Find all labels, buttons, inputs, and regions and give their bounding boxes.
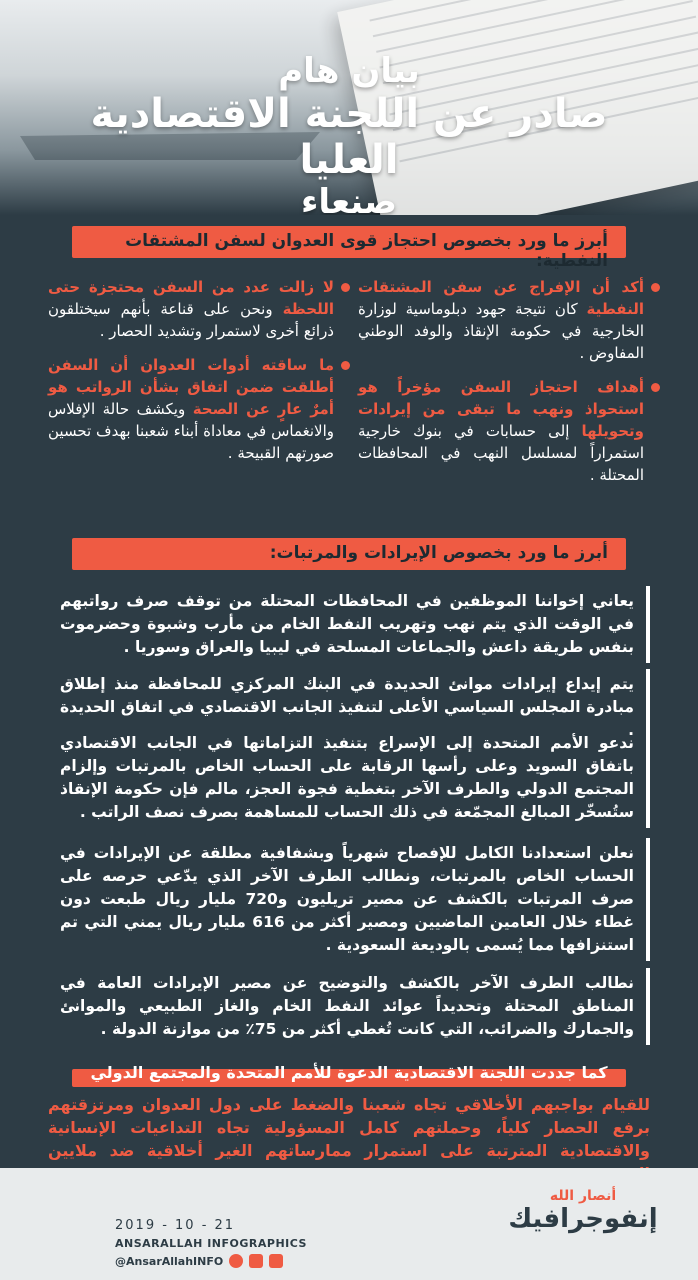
body-text: كان نتيجة جهود دبلوماسية لوزارة الخارجية في حكومة الإنقاذ والوفد الوطني المفاوض . [358, 300, 644, 362]
twitter-icon[interactable] [249, 1254, 263, 1268]
bullet-icon [341, 283, 350, 292]
list-item [358, 276, 658, 364]
title-line-3: صنعاء [300, 182, 398, 215]
body-text: ويكشف حالة الإفلاس والانغماس في معاداة أبناء شعبنا بهدف تحسين صورتهم القبيحة . [48, 400, 334, 462]
paragraph-box: يتم إيداع إيرادات موانئ الحديدة في البنك المركزي للمحافظة منذ إطلاق مبادرة المجلس السياسي الأعلى لتنفيذ الجانب الاقتصادي في اتفاق الحديدة . [52, 669, 650, 746]
footer-info [115, 1218, 315, 1268]
list-item [48, 276, 348, 342]
list-item [358, 376, 658, 486]
social-handle[interactable]: @AnsarAllahINFO [115, 1254, 224, 1268]
logo-main-text: إنفوجرافيك [508, 1204, 658, 1234]
closing-heading-text: كما جددت اللجنة الاقتصادية الدعوة للأمم المتحدة والمجتمع الدولي [90, 1063, 608, 1082]
bullet-icon [341, 361, 350, 370]
body-text: إلى حسابات في بنوك خارجية استمراراً لمسلسل النهب في المحافظات المحتلة . [358, 422, 644, 484]
paragraph-box: يعاني إخواننا الموظفين في المحافظات المحتلة من توقف صرف رواتبهم في الوقت الذي يتم نهب وتهريب النفط الخام من مأرب وشبوة وحضرموت بنفس طريقة داعش والجماعات المسلحة في ليبيا والعراق وسوريا . [52, 586, 650, 663]
title-line-2: صادر عن اللجنة الاقتصادية العليا [90, 91, 608, 184]
social-row [115, 1254, 315, 1268]
section-heading-revenues: أبرز ما ورد بخصوص الإيرادات والمرتبات: [72, 538, 626, 570]
bullet-icon [651, 283, 660, 292]
closing-heading [72, 1063, 626, 1089]
publish-date: 2019 - 10 - 21 [115, 1218, 236, 1233]
list-item [48, 354, 348, 464]
paragraph-box: نعلن استعدادنا الكامل للإفصاح شهرياً وبشفافية مطلقة عن الإيرادات في الحساب الخاص بالمرتبات، ونطالب الطرف الآخر الذي يدّعي حرصه على صرف المرتبات بالكشف عن مصير تريليون و720 مليار ريال طبعت دون غطاء خلال العامين الماضيين ومصير أكثر من 616 مليار ريال يمني التي تم استنزافها مما يُسمى بالوديعة السعودية . [52, 838, 650, 961]
title-block [40, 52, 658, 215]
paragraph-box: ندعو الأمم المتحدة إلى الإسراع بتنفيذ التزاماتها في الجانب الاقتصادي باتفاق السويد وعلى رأسها الرقابة على الحساب الخاص بالمرتبات وإلزام المجتمع الدولي والطرف الآخر بتغطية فجوة العجز، مالم فإن حكومة الإنقاذ ستُسخّر المبالغ المجمّعة في ذلك الحساب للمساهمة بصرف نصف الراتب . [52, 728, 650, 828]
telegram-icon[interactable] [229, 1254, 243, 1268]
highlight-text: أهداف احتجاز السفن مؤخراً هو استحواذ ونهب ما تبقى من إيرادات وتحويلها [358, 378, 644, 440]
closing-text: للقيام بواجبهم الأخلاقي تجاه شعبنا والضغط على دول العدوان ومرتزقتهم برفع الحصار كلياً، وحملتهم كامل المسؤولية تجاه التداعيات الإنسانية والاقتصادية المترتبة على استمرار ممارساتهم الغير أخلاقية ضد ملايين [48, 1095, 650, 1160]
title-line-1: بيان هام [278, 51, 420, 91]
header-banner [0, 0, 698, 215]
highlight-text: لا زالت عدد من السفن محتجزة حتى اللحظة [48, 278, 334, 318]
column-right [358, 276, 658, 498]
paragraph-box: نطالب الطرف الآخر بالكشف والتوضيح عن مصير الإيرادات العامة في المناطق المحتلة وتحديداً عوائد النفط الخام والغاز الطبيعي والموانئ والجمارك والضرائب، التي كانت تُغطي أكثر من 75٪ من موازنة الدولة . [52, 968, 650, 1045]
instagram-icon[interactable] [269, 1254, 283, 1268]
logo-top-text: أنصار الله [549, 1188, 617, 1204]
section-heading-ships: أبرز ما ورد بخصوص احتجاز قوى العدوان لسفن المشتقات النفطية: [72, 226, 626, 258]
highlight-text: أكد أن الإفراج عن سفن المشتقات النفطية [358, 278, 644, 318]
highlight-text: ما ساقته أدوات العدوان أن السفن أطلقت ضمن اتفاق بشأن الرواتب هو أمرٌ عارٍ عن الصحة [48, 356, 334, 418]
brand-name: ANSARALLAH INFOGRAPHICS [115, 1237, 307, 1250]
logo [508, 1188, 658, 1234]
body-text: ونحن على قناعة بأنهم سيختلقون ذرائع أخرى لاستمرار وتشديد الحصار . [48, 300, 334, 340]
column-left [48, 276, 348, 476]
bullet-icon [651, 383, 660, 392]
